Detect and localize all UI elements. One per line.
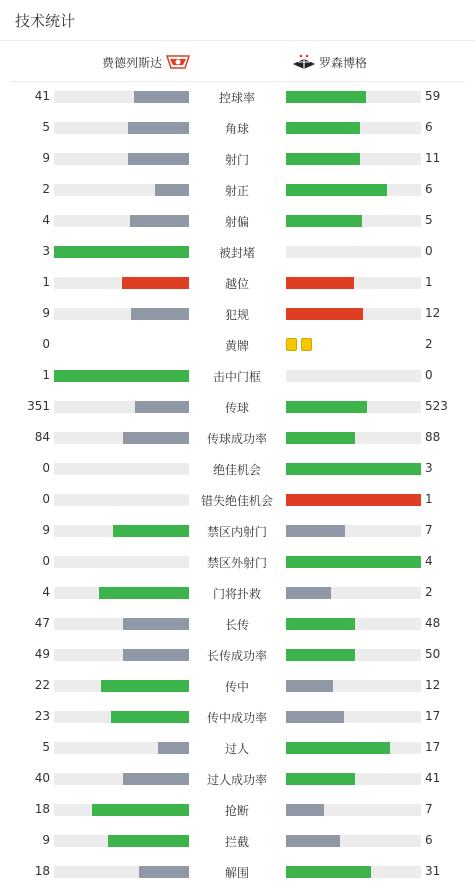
away-bar — [286, 401, 421, 413]
away-bar-fill — [286, 184, 387, 196]
stat-row — [0, 825, 475, 856]
away-value: 4 — [425, 554, 433, 568]
stat-row — [0, 484, 475, 515]
stat-row — [0, 608, 475, 639]
home-bar — [54, 618, 189, 630]
stat-row — [0, 143, 475, 174]
stat-row — [0, 329, 475, 360]
away-bar-fill — [286, 618, 355, 630]
home-bar — [54, 835, 189, 847]
stat-row — [0, 701, 475, 732]
home-value: 5 — [42, 740, 50, 754]
away-bar — [286, 277, 421, 289]
stat-label: 击中门框 — [212, 370, 261, 384]
home-bar — [54, 866, 189, 878]
home-value: 1 — [42, 368, 50, 382]
home-bar-fill — [54, 246, 189, 258]
away-bar-fill — [286, 680, 333, 692]
home-bar-fill — [101, 680, 189, 692]
stat-label: 射偏 — [224, 215, 249, 229]
home-bar — [54, 556, 189, 568]
home-bar-fill — [131, 308, 189, 320]
away-value: 12 — [425, 306, 441, 320]
stat-label: 拦截 — [224, 835, 249, 849]
stat-label: 解围 — [224, 866, 249, 880]
away-bar-fill — [286, 711, 344, 723]
header — [0, 0, 475, 41]
stat-label: 犯规 — [224, 308, 249, 322]
stat-row — [0, 794, 475, 825]
away-bar — [286, 122, 421, 134]
away-bar-fill — [286, 215, 362, 227]
home-value: 41 — [34, 89, 50, 103]
away-bar — [286, 835, 421, 847]
stat-row — [0, 856, 475, 887]
home-value: 1 — [42, 275, 50, 289]
stat-label: 禁区外射门 — [206, 556, 267, 570]
away-bar-fill — [286, 122, 360, 134]
home-bar-fill — [128, 122, 189, 134]
away-value: 11 — [425, 151, 441, 165]
away-bar-fill — [286, 277, 354, 289]
away-bar — [286, 556, 421, 568]
away-value: 12 — [425, 678, 441, 692]
stat-label: 传中 — [224, 680, 249, 694]
stat-label: 禁区内射门 — [206, 525, 267, 539]
away-value: 2 — [425, 337, 433, 351]
home-bar-fill — [134, 91, 189, 103]
home-team-crest-icon — [165, 53, 191, 71]
stat-label: 长传 — [224, 618, 249, 632]
stat-row — [0, 422, 475, 453]
stat-label: 越位 — [224, 277, 249, 291]
away-bar-fill — [286, 835, 340, 847]
home-bar-fill — [139, 866, 189, 878]
stat-row — [0, 174, 475, 205]
away-bar — [286, 804, 421, 816]
away-bar — [286, 618, 421, 630]
away-bar — [286, 246, 421, 258]
away-bar — [286, 711, 421, 723]
stat-label: 传球 — [224, 401, 249, 415]
stat-row — [0, 732, 475, 763]
away-value: 7 — [425, 802, 433, 816]
home-bar-fill — [135, 401, 189, 413]
away-bar — [286, 215, 421, 227]
away-bar — [286, 773, 421, 785]
stat-label: 被封堵 — [218, 246, 255, 260]
home-bar — [54, 494, 189, 506]
stat-label: 长传成功率 — [206, 649, 267, 663]
home-value: 351 — [27, 399, 50, 413]
home-bar — [54, 308, 189, 320]
home-value: 9 — [42, 833, 50, 847]
away-bar-fill — [286, 153, 360, 165]
away-value: 1 — [425, 275, 433, 289]
stat-row — [0, 81, 475, 112]
away-value: 6 — [425, 833, 433, 847]
home-value: 4 — [42, 585, 50, 599]
away-value: 3 — [425, 461, 433, 475]
away-value: 5 — [425, 213, 433, 227]
home-bar-fill — [111, 711, 189, 723]
home-value: 40 — [34, 771, 50, 785]
stat-label: 传球成功率 — [206, 432, 267, 446]
away-value: 59 — [425, 89, 441, 103]
away-value: 48 — [425, 616, 441, 630]
away-bar-fill — [286, 773, 355, 785]
stat-row — [0, 670, 475, 701]
stat-label: 绝佳机会 — [212, 463, 261, 477]
away-team-name: 罗森博格 — [319, 55, 368, 70]
away-bar — [286, 649, 421, 661]
stat-label: 过人 — [224, 742, 249, 756]
home-team-name: 费德列斯达 — [102, 55, 163, 70]
home-bar-fill — [92, 804, 189, 816]
yellow-cards — [286, 338, 312, 351]
home-bar — [54, 804, 189, 816]
home-bar — [54, 246, 189, 258]
stat-label: 门将扑救 — [212, 587, 261, 601]
away-bar — [286, 370, 421, 382]
stat-row — [0, 360, 475, 391]
home-bar — [54, 711, 189, 723]
home-bar-fill — [54, 370, 189, 382]
home-bar-fill — [122, 277, 190, 289]
stat-row — [0, 391, 475, 422]
away-value: 41 — [425, 771, 441, 785]
away-bar-fill — [286, 494, 421, 506]
away-value: 6 — [425, 120, 433, 134]
home-value: 9 — [42, 306, 50, 320]
home-bar — [54, 773, 189, 785]
away-bar — [286, 91, 421, 103]
away-value: 50 — [425, 647, 441, 661]
home-bar — [54, 277, 189, 289]
home-value: 23 — [34, 709, 50, 723]
stat-row — [0, 236, 475, 267]
home-bar — [54, 680, 189, 692]
away-value: 2 — [425, 585, 433, 599]
home-bar-fill — [123, 432, 189, 444]
stat-row — [0, 639, 475, 670]
away-bar-fill — [286, 401, 367, 413]
away-value: 88 — [425, 430, 441, 444]
home-bar — [54, 184, 189, 196]
away-value: 1 — [425, 492, 433, 506]
home-value: 22 — [34, 678, 50, 692]
home-value: 5 — [42, 120, 50, 134]
away-bar — [286, 742, 421, 754]
stat-row — [0, 298, 475, 329]
home-bar — [54, 153, 189, 165]
away-bar-fill — [286, 432, 355, 444]
stat-label: 过人成功率 — [206, 773, 267, 787]
home-value: 84 — [34, 430, 50, 444]
away-value: 0 — [425, 368, 433, 382]
stat-row — [0, 577, 475, 608]
home-bar — [54, 649, 189, 661]
stats-list — [0, 81, 475, 887]
away-bar — [286, 184, 421, 196]
stat-label: 射正 — [224, 184, 249, 198]
home-bar-fill — [113, 525, 189, 537]
away-bar-fill — [286, 91, 366, 103]
stat-label: 传中成功率 — [206, 711, 267, 725]
away-bar-fill — [286, 587, 331, 599]
home-value: 18 — [34, 802, 50, 816]
away-value: 0 — [425, 244, 433, 258]
stat-label: 角球 — [224, 122, 249, 136]
away-bar — [286, 463, 421, 475]
away-bar-fill — [286, 866, 371, 878]
home-value: 0 — [42, 461, 50, 475]
away-bar-fill — [286, 742, 390, 754]
home-bar-fill — [123, 618, 189, 630]
home-value: 9 — [42, 523, 50, 537]
stat-label: 错失绝佳机会 — [200, 494, 273, 508]
stat-row — [0, 515, 475, 546]
away-bar-fill — [286, 525, 345, 537]
away-bar-fill — [286, 556, 421, 568]
home-bar-fill — [128, 153, 189, 165]
home-bar — [54, 370, 189, 382]
home-bar — [54, 122, 189, 134]
home-value: 4 — [42, 213, 50, 227]
home-bar-fill — [123, 773, 189, 785]
yellow-card-icon — [286, 338, 297, 351]
away-value: 17 — [425, 709, 441, 723]
home-bar-fill — [155, 184, 189, 196]
away-bar-fill — [286, 649, 355, 661]
home-bar — [54, 742, 189, 754]
home-bar — [54, 401, 189, 413]
stat-row — [0, 546, 475, 577]
home-value: 0 — [42, 554, 50, 568]
away-bar — [286, 587, 421, 599]
away-bar — [286, 680, 421, 692]
away-bar — [286, 494, 421, 506]
home-value: 47 — [34, 616, 50, 630]
away-bar-fill — [286, 463, 421, 475]
home-bar-fill — [130, 215, 189, 227]
home-value: 2 — [42, 182, 50, 196]
home-bar — [54, 215, 189, 227]
home-bar — [54, 525, 189, 537]
home-bar — [54, 587, 189, 599]
away-bar-fill — [286, 804, 324, 816]
home-bar — [54, 463, 189, 475]
stat-label: 射门 — [224, 153, 249, 167]
home-bar — [54, 91, 189, 103]
away-value: 17 — [425, 740, 441, 754]
away-bar — [286, 866, 421, 878]
away-bar — [286, 432, 421, 444]
home-team[interactable] — [102, 53, 191, 71]
stat-label: 控球率 — [218, 91, 255, 105]
stat-label: 抢断 — [224, 804, 249, 818]
home-bar — [54, 432, 189, 444]
home-value: 18 — [34, 864, 50, 878]
stat-row — [0, 112, 475, 143]
away-value: 6 — [425, 182, 433, 196]
away-bar — [286, 308, 421, 320]
away-team[interactable] — [292, 53, 367, 71]
away-value: 523 — [425, 399, 448, 413]
stat-row — [0, 763, 475, 794]
home-value: 49 — [34, 647, 50, 661]
teams-row — [10, 41, 465, 82]
page-title: 技术统计 — [15, 12, 76, 30]
home-value: 9 — [42, 151, 50, 165]
away-value: 7 — [425, 523, 433, 537]
away-team-crest-icon — [292, 53, 316, 71]
home-value: 3 — [42, 244, 50, 258]
away-value: 31 — [425, 864, 441, 878]
home-bar-fill — [108, 835, 189, 847]
home-value: 0 — [42, 337, 50, 351]
home-bar-fill — [123, 649, 189, 661]
home-bar-fill — [158, 742, 189, 754]
stat-row — [0, 267, 475, 298]
stat-label: 黄牌 — [224, 339, 249, 353]
away-bar — [286, 525, 421, 537]
home-bar-fill — [99, 587, 189, 599]
away-bar-fill — [286, 308, 363, 320]
stat-row — [0, 205, 475, 236]
home-value: 0 — [42, 492, 50, 506]
yellow-card-icon — [301, 338, 312, 351]
away-bar — [286, 153, 421, 165]
stat-row — [0, 453, 475, 484]
